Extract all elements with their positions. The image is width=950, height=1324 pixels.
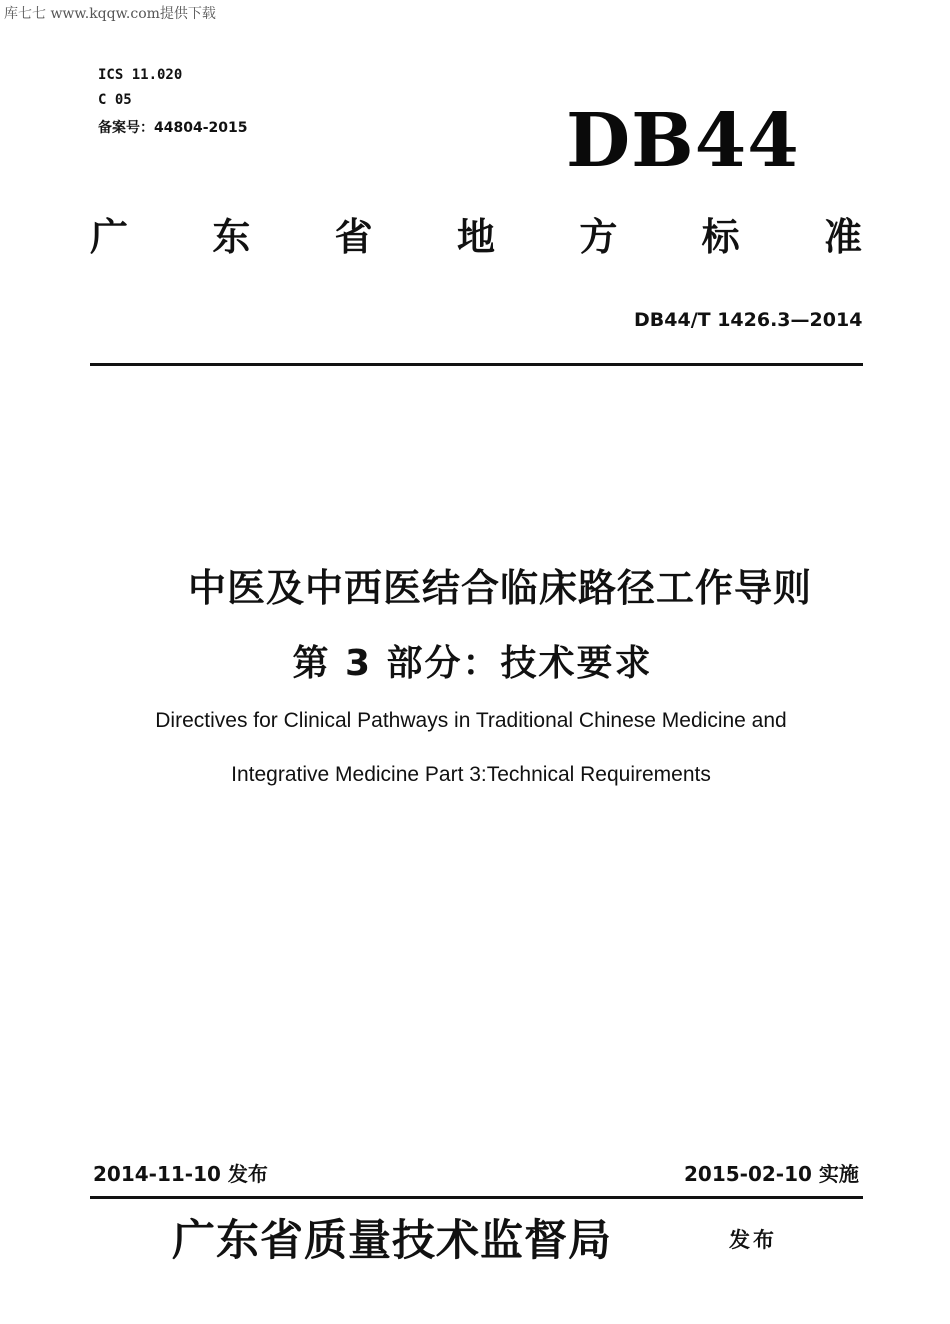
local-standard-char: 地 [456, 215, 495, 259]
local-standard-char: 标 [701, 215, 740, 259]
title-chinese-main: 中医及中西医结合临床路径工作导则 [187, 566, 812, 610]
bottom-divider [90, 1196, 863, 1199]
classification-code: C 05 [98, 92, 132, 108]
local-standard-char: 广 [90, 215, 129, 259]
issue-date: 2014-11-10 发布 [93, 1162, 268, 1186]
issue-label: 发布 [729, 1228, 777, 1252]
implementation-date: 2015-02-10 实施 [684, 1162, 859, 1186]
ics-code: ICS 11.020 [98, 67, 183, 83]
local-standard-heading [90, 215, 862, 261]
local-standard-char: 东 [212, 215, 251, 259]
db-code-logo: DB44 [566, 98, 800, 184]
standard-number: DB44/T 1426.3—2014 [634, 309, 863, 331]
issuing-authority: 广东省质量技术监督局 [172, 1216, 612, 1266]
title-english-line1: Directives for Clinical Pathways in Traditional Chinese Medicine and [155, 709, 787, 732]
top-divider [90, 363, 863, 366]
title-english-line2: Integrative Medicine Part 3:Technical Requirements [231, 763, 711, 786]
watermark-text: 库七七 www.kqqw.com提供下载 [4, 6, 216, 22]
title-chinese-part: 第 3 部分：技术要求 [292, 643, 653, 684]
local-standard-char: 准 [823, 215, 862, 259]
local-standard-char: 方 [579, 215, 618, 259]
local-standard-char: 省 [334, 215, 373, 259]
record-number: 备案号：44804-2015 [98, 120, 248, 136]
